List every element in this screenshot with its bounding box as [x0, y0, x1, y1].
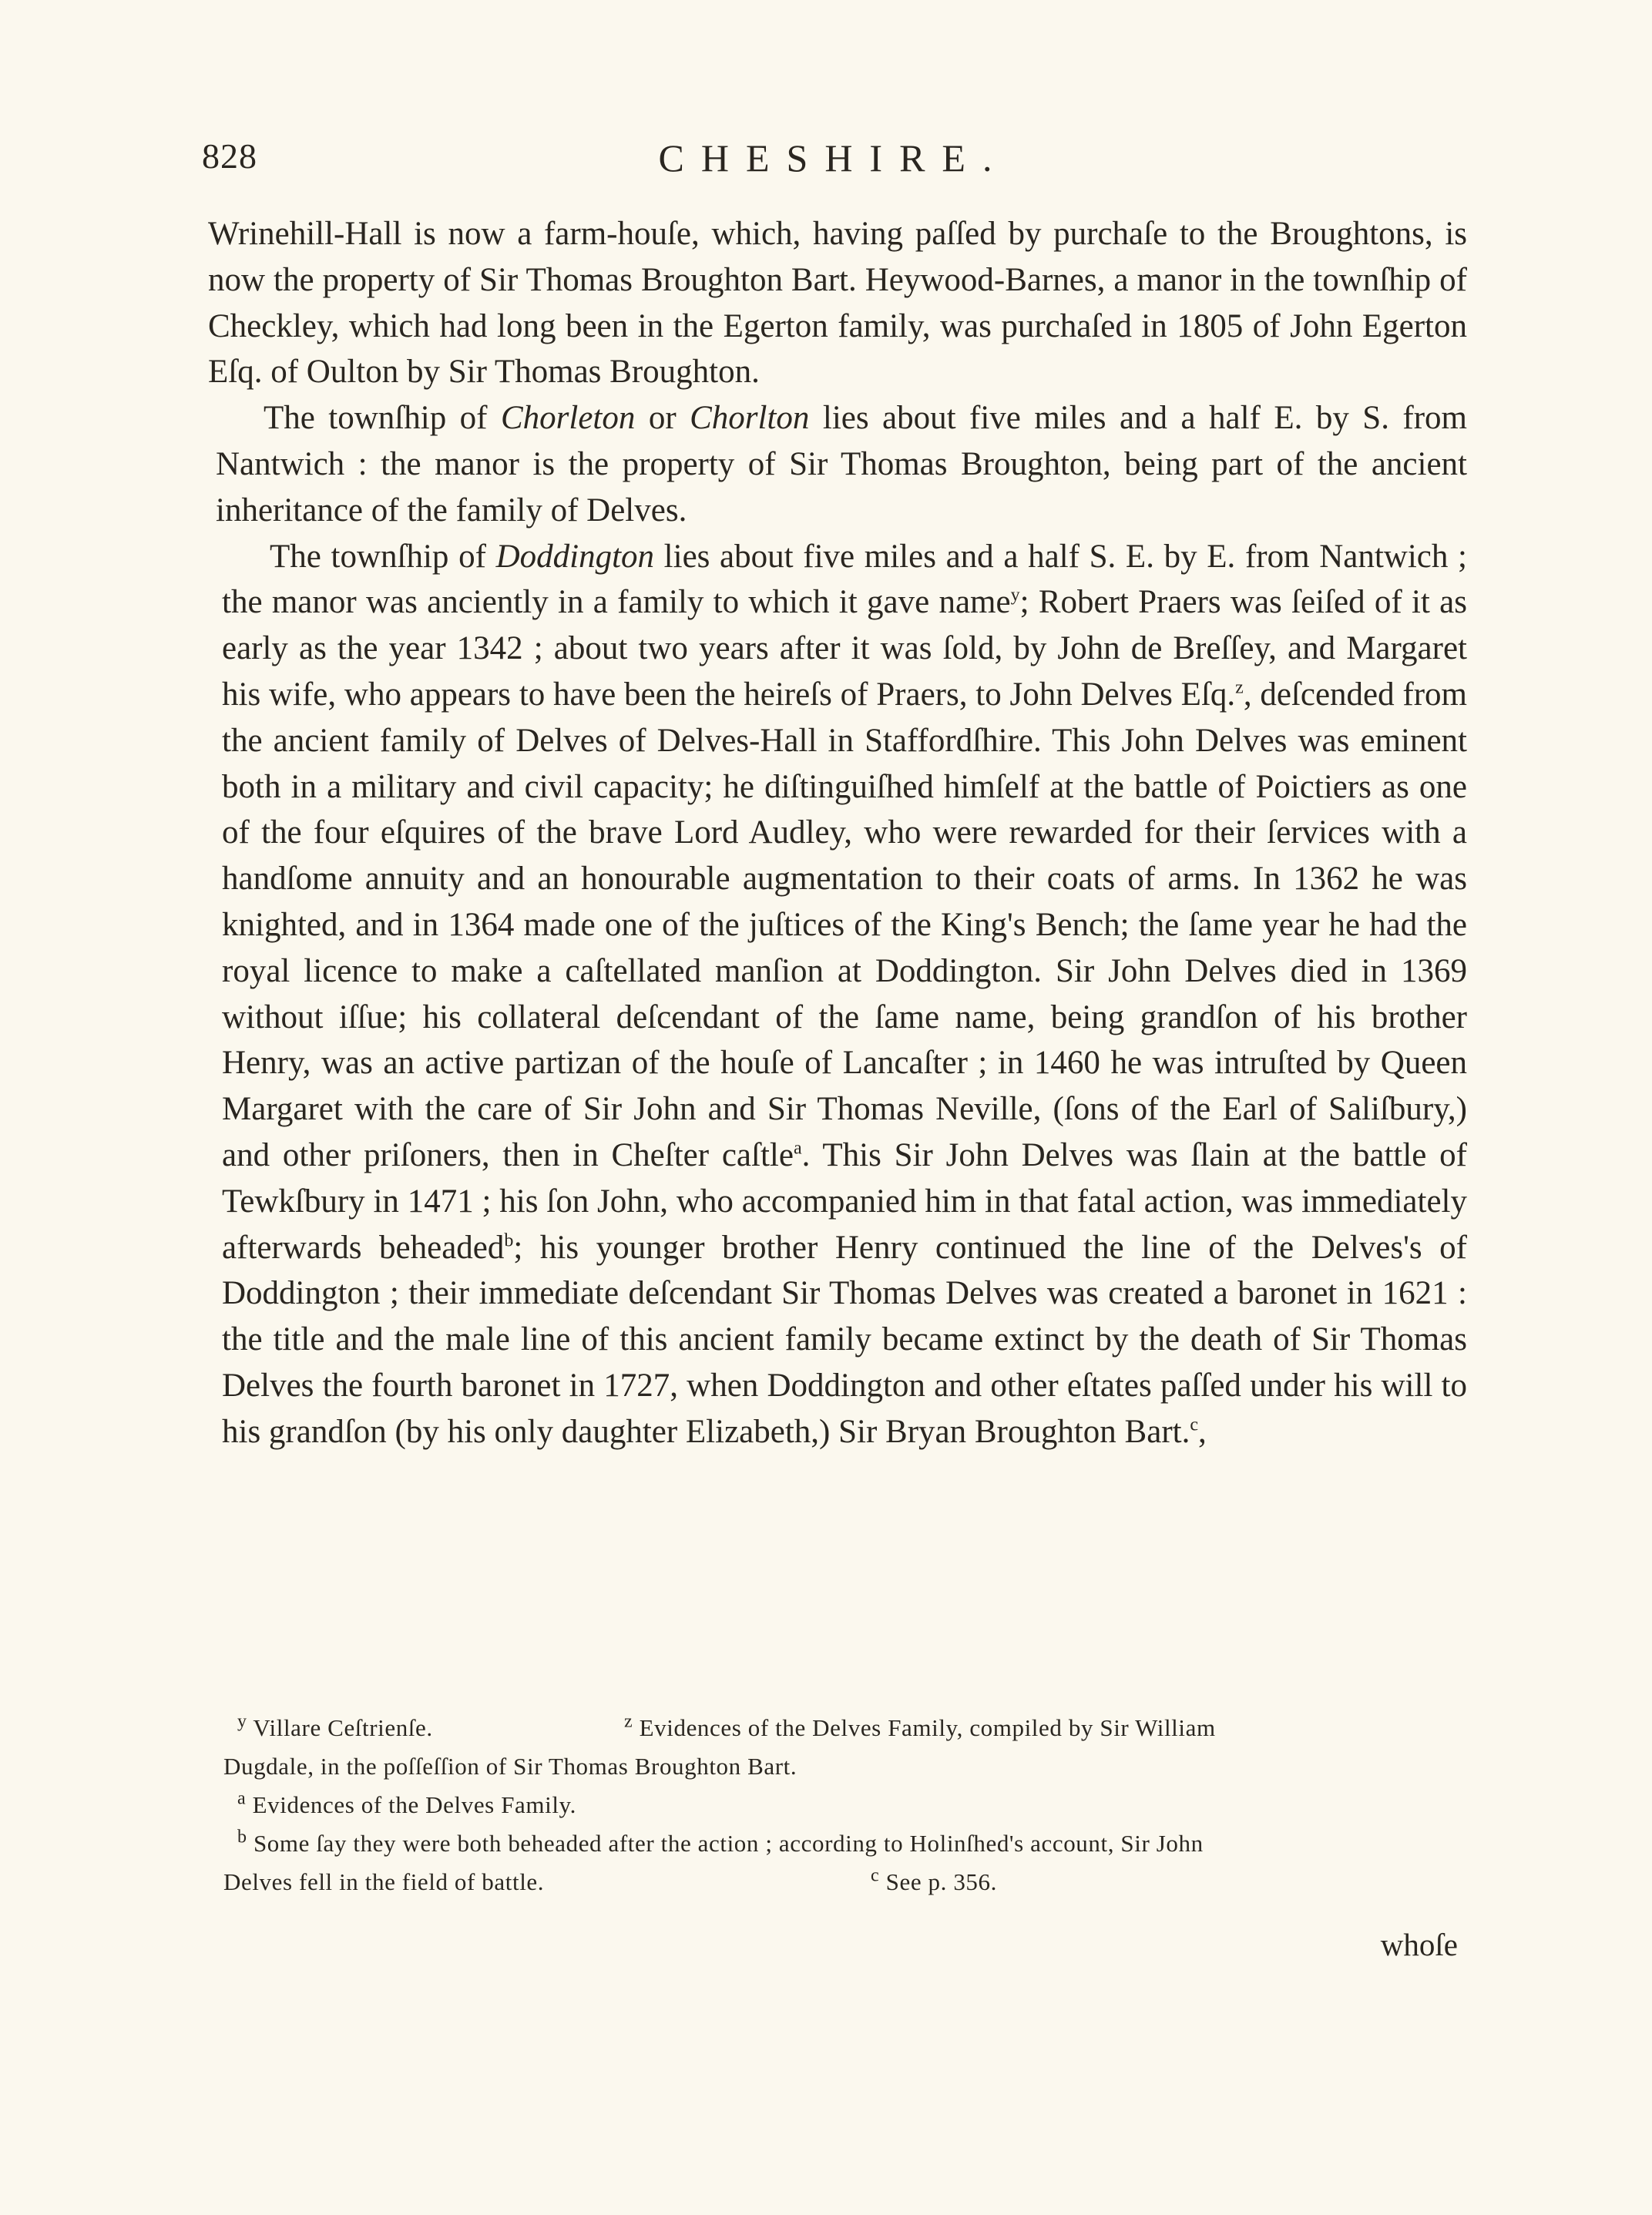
footnote-line [223, 1863, 1466, 1901]
footnote-b [223, 1824, 1466, 1863]
paragraph-wrinehill: Wrinehill-Hall is now a farm-houſe, which, having paſſed by purchaſe to the Broughtons, is now the property of Sir Thomas Broughton Bart. Heywood-Barnes, a manor in the townſhip of Checkley, which had long been in the Egerton family, was purchaſed in 1805 of John Egerton Eſq. of Oulton by Sir Thomas Broughton. [208, 216, 1467, 391]
footnote-a [223, 1786, 1466, 1824]
footnote-text: Evidences of the Delves Family. [252, 1791, 576, 1818]
text-run: , deſcended from the ancient family of Delves of Delves-Hall in Staffordſhire. This John Delves was eminent both in a military and civil capacity; he diſtinguiſhed himſelf at the battle of Poictiers as one of the four eſquires of the brave Lord Audley, who were rewarded for their ſervices with a handſome annuity and an honourable augmentation to their coats of arms. In 1362 he was knighted, and in 1364 made one of the juſtices of the King's Bench; the ſame year he had the royal licence to make a caſtellated manſion at Doddington. Sir John Delves died in 1369 without iſſue; his collateral deſcendant of the ſame name, being grandſon of his brother Henry, was an active partizan of the houſe of Lancaſter ; in 1460 he was intruſted by Queen Margaret with the care of Sir John and Sir Thomas Neville, (ſons of the Earl of Saliſbury,) and other priſoners, then in Cheſter caſtle [222, 676, 1467, 1173]
footnote-line: Dugdale, in the poſſeſſion of Sir Thomas Broughton Bart. [223, 1753, 797, 1780]
text-run: ; his younger brother Henry continued the line of the Delves's of Doddington ; their immediate deſcendant Sir Thomas Delves was created a baronet in 1621 : the title and the male line of this ancient family became extinct by the death of Sir Thomas Delves the fourth baronet in 1727, when Doddington and other eſtates paſſed under his will to his grandſon (by his only daughter Elizabeth,) Sir Bryan Broughton Bart. [222, 1229, 1467, 1450]
footnote-ref-b: b [504, 1230, 514, 1251]
footnote-mark-c: c [871, 1865, 880, 1886]
text-run: . This Sir John Delves was ſlain at the battle of Tewkſbury in 1471 ; his ſon John, who accompanied him in that fatal action, was immediately afterwards beheaded [222, 1136, 1467, 1266]
footnote-text: Evidences of the Delves Family, compiled by Sir William [639, 1714, 1216, 1741]
text-run: The townſhip of [270, 538, 496, 575]
footnote-y [237, 1711, 433, 1741]
footnote-text: Some ſay they were both beheaded after the action ; according to Holinſhed's account, Sir John [253, 1830, 1204, 1857]
footnote-line [223, 1709, 1466, 1747]
body-text [208, 211, 1467, 1455]
running-head [202, 136, 1466, 190]
page-number: 828 [202, 136, 257, 176]
text-run: The townſhip of [264, 400, 501, 437]
footnote-text: See p. 356. [885, 1868, 997, 1895]
running-title: CHESHIRE. [658, 136, 1009, 180]
text-run: lies about five miles and a half E. by S. from Nantwich : the manor is the property of Sir Thomas Broughton, being part of the ancient inheritance of the family of Delves. [216, 400, 1468, 529]
text-run: or [635, 400, 690, 437]
footnote-ref-y: y [1010, 586, 1020, 606]
footnote-mark-y: y [237, 1711, 247, 1732]
footnotes [223, 1709, 1466, 1901]
text-run: ; Robert Praers was ſeiſed of it as early as the year 1342 ; about two years after it was ſold, by John de Breſſey, and Margaret his wife, who appears to have been the heireſs of Praers, to John Delves Eſq. [222, 584, 1467, 713]
footnote-text: Villare Ceſtrienſe. [253, 1714, 433, 1741]
footnote-mark-a: a [237, 1788, 247, 1809]
footnote-mark-b: b [237, 1827, 247, 1848]
catchword: whoſe [1380, 1927, 1458, 1962]
text-run: , [1198, 1413, 1207, 1450]
paragraph-chorleton [208, 395, 1467, 533]
place-name-doddington: Doddington [495, 538, 655, 575]
place-name-chorlton: Chorlton [690, 400, 810, 437]
footnote-mark-z: z [624, 1711, 633, 1732]
footnote-z [624, 1709, 1216, 1747]
footnote-text: Delves fell in the field of battle. [223, 1868, 545, 1895]
footnote-ref-z: z [1235, 677, 1244, 698]
text-run: lies about five miles and a half S. E. by E. from Nantwich ; the manor was anciently in a family to which it gave name [222, 538, 1467, 621]
paragraph-doddington [208, 534, 1467, 1455]
footnote-ref-c: c [1190, 1415, 1198, 1435]
footnote-ref-a: a [793, 1138, 802, 1159]
place-name-chorleton: Chorleton [500, 400, 636, 437]
footnote-c [871, 1863, 997, 1901]
